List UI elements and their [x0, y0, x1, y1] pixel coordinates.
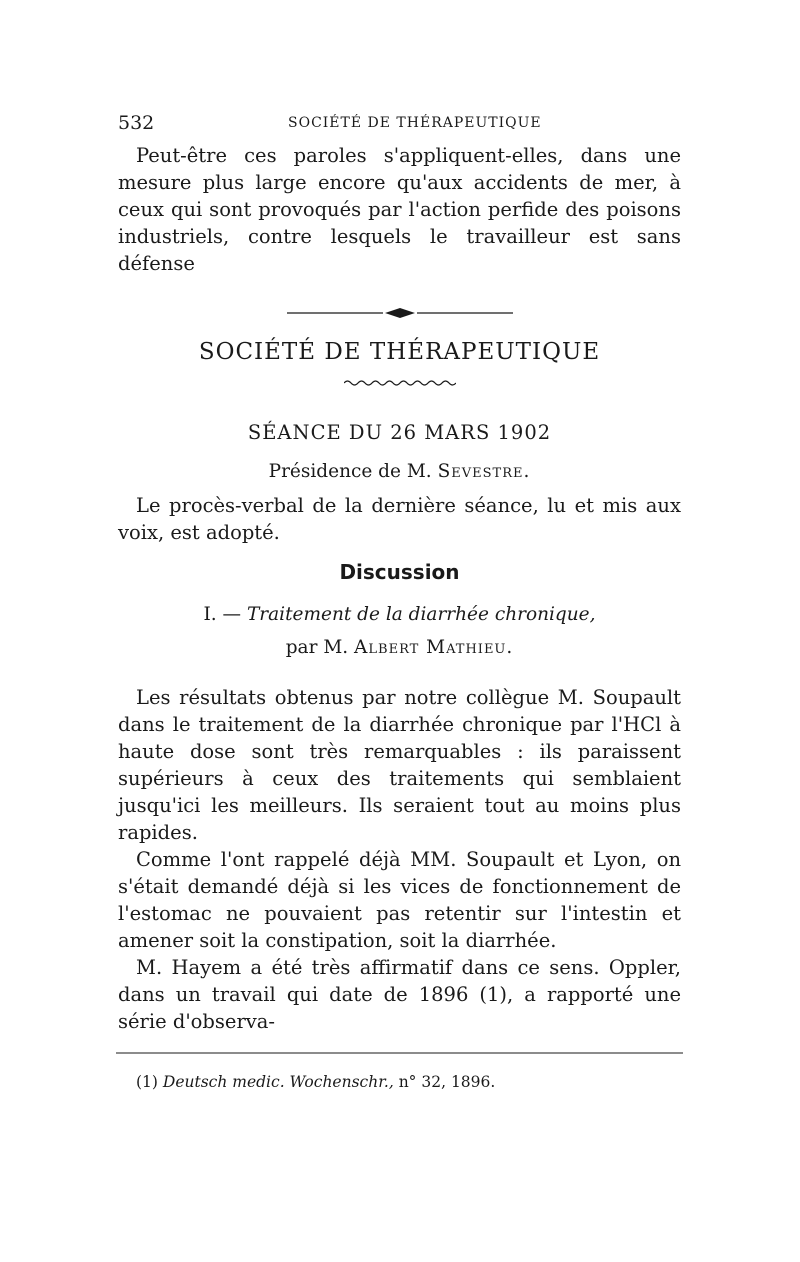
running-head: [118, 112, 681, 136]
seance-date: SÉANCE DU 26 MARS 1902: [247, 421, 552, 444]
running-title: SOCIÉTÉ DE THÉRAPEUTIQUE: [288, 115, 542, 131]
footnote: [136, 1073, 681, 1091]
wavy-rule: [344, 379, 456, 387]
body-paragraph: Comme l'ont rappelé déjà MM. Soupault et Lyon, on s'était demandé déjà si les vices de fonctionnement de l'estomac ne pouvaient pas retentir sur l'intestin et amener soit la constipation, soit la diarrhée.: [118, 848, 681, 952]
section-title: SOCIÉTÉ DE THÉRAPEUTIQUE: [198, 339, 601, 365]
ornament-divider: [287, 307, 513, 319]
presidence: [118, 461, 681, 482]
footnote-marker: (1): [136, 1073, 158, 1091]
president-name: Sevestre.: [437, 461, 531, 482]
footnote-source: Deutsch medic. Wochenschr.,: [162, 1073, 394, 1091]
proces-verbal: Le procès-verbal de la dernière séance, lu et mis aux voix, est adopté.: [118, 494, 681, 544]
discussion-item-title: [118, 604, 681, 625]
book-page: [118, 112, 681, 1091]
author-name: Albert Mathieu.: [354, 637, 514, 658]
discussion-heading: Discussion: [339, 560, 460, 584]
author-prefix: par M.: [285, 637, 349, 658]
footnote-details: n° 32, 1896.: [398, 1073, 496, 1091]
presidence-prefix: Présidence de M.: [268, 461, 432, 482]
body-paragraph: Les résultats obtenus par notre collègue M. Soupault dans le traitement de la diarrhée chronique par l'HCl à haute dose sont très remarquables : ils paraissent supérieurs à ceux des traitements qui semblaient jusqu'ici les meilleurs. Ils seraient tout au moins plus rapides.: [118, 686, 681, 844]
item-number: I. —: [203, 604, 242, 625]
body-text: [118, 684, 681, 1035]
item-title-text: Traitement de la diarrhée chronique,: [246, 604, 596, 625]
footnote-rule: [116, 1051, 683, 1055]
page-number: 532: [118, 112, 155, 134]
body-paragraph: M. Hayem a été très affirmatif dans ce sens. Oppler, dans un travail qui date de 1896 (1), a rapporté une série d'observa-: [118, 956, 681, 1033]
discussion-item-author: [118, 637, 681, 658]
opening-paragraph: Peut-être ces paroles s'appliquent-elles, dans une mesure plus large encore qu'aux accidents de mer, à ceux qui sont provoqués par l'action perfide des poisons industriels, contre lesquels le travailleur est sans défense: [118, 144, 681, 275]
